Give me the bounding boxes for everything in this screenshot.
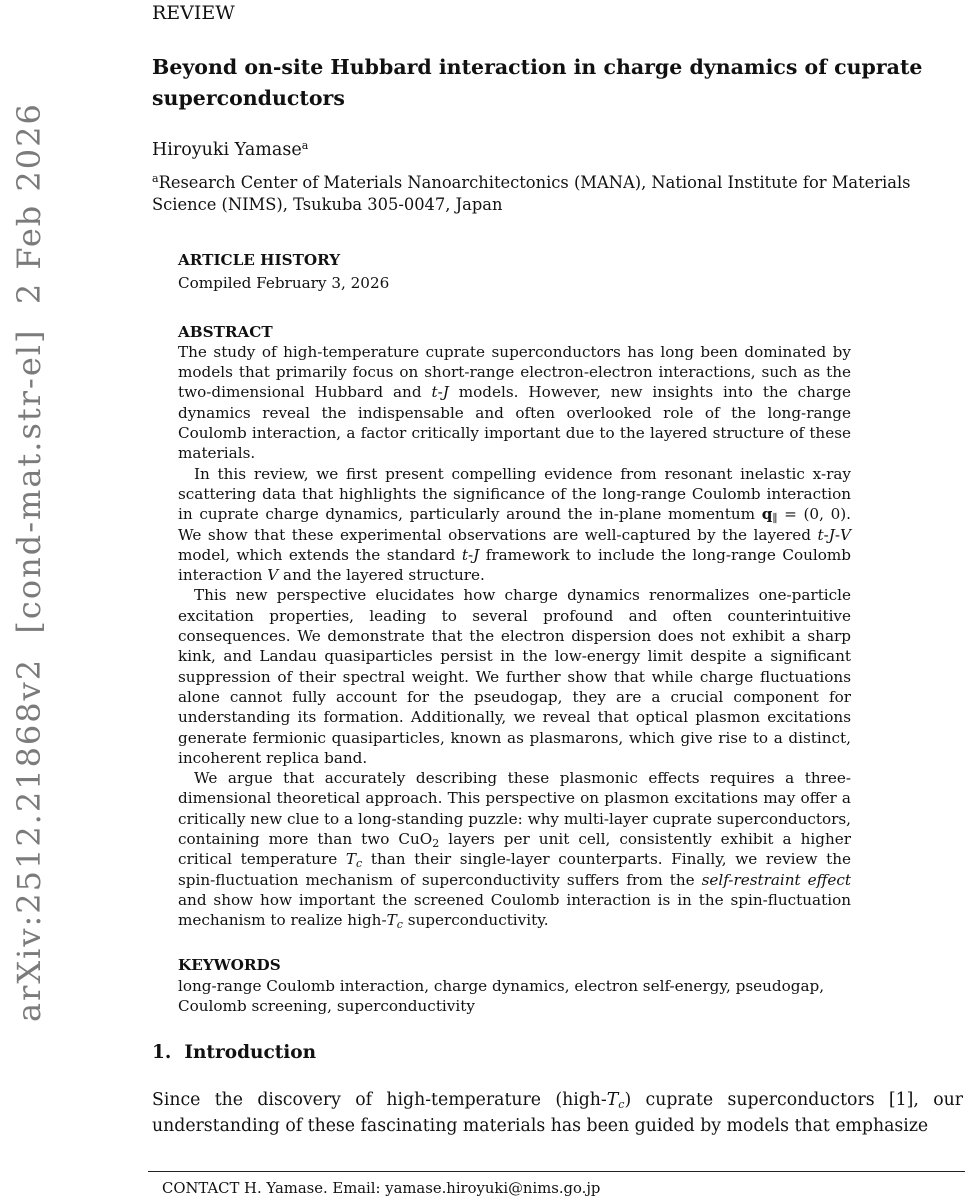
- section-title: Introduction: [184, 1042, 317, 1064]
- author-affiliation-mark: a: [301, 139, 309, 152]
- article-history-heading: ARTICLE HISTORY: [178, 251, 341, 269]
- paper-page: [152, 2, 963, 1139]
- abstract-block: [178, 250, 851, 1016]
- keywords-text: long-range Coulomb interaction, charge dynamics, electron self-energy, pseudogap, Coulomb screening, superconductivity: [178, 976, 825, 1016]
- introduction-paragraph: Since the discovery of high-temperature $(high-T_c)$ cuprate superconductors [1], our understanding of these fascinating materials has been guided by models that emphasize: [152, 1090, 963, 1137]
- author-line: [152, 140, 963, 160]
- contact-line: CONTACT H. Yamase. Email: yamase.hiroyuki@nims.go.jp: [162, 1180, 601, 1197]
- paper-title: Beyond on-site Hubbard interaction in charge dynamics of cuprate superconductors: [152, 55, 923, 110]
- abstract-heading: ABSTRACT: [178, 322, 273, 341]
- affiliation-mark: a: [152, 172, 159, 185]
- section-number: 1.: [152, 1042, 172, 1064]
- author-name: Hiroyuki Yamase: [152, 140, 302, 160]
- arxiv-watermark: arXiv:2512.21868v2 [cond-mat.str-el] 2 Feb 2026: [10, 102, 48, 1022]
- abstract-paragraph: We argue that accurately describing these plasmonic effects requires a three-dimensional theoretical approach. This perspective on plasmon excitations may offer a critically new clue to a long-standing puzzle: why multi-layer cuprate superconductors, containing more than two CuO$_2$ layers per unit cell, consistently exhibit a higher critical temperature $T_c$ than their single-layer counterparts. Finally, we review the spin-fluctuation mechanism of superconductivity suffers from the self-restraint effect and show how important the screened Coulomb interaction is in the spin-fluctuation mechanism to realize high-$T_c$ superconductivity.: [178, 769, 852, 932]
- footnote-area: [148, 1171, 965, 1197]
- abstract-paragraph: The study of high-temperature cuprate superconductors has long been dominated by models that primarily focus on short-range electron-electron interactions, such as the two-dimensional Hubbard and t-J models. However, new insights into the charge dynamics reveal the indispensable and often overlooked role of the long-range Coulomb interaction, a factor critically important due to the layered structure of these materials.: [178, 342, 851, 463]
- abstract-paragraph: In this review, we first present compelling evidence from resonant inelastic x-ray scattering data that highlights the significance of the long-range Coulomb interaction in cuprate charge dynamics, particularly around the in-plane momentum $q_\parallel = (0$, 0). We show that these experimental observations are well-captured by the layered t-J-V model, which extends the standard t-J framework to include the long-range Coulomb interaction V and the layered structure.: [178, 464, 852, 585]
- affiliation-text: Research Center of Materials Nanoarchitectonics (MANA), National Institute for Materials Science (NIMS), Tsukuba 305-0047, Japan: [152, 173, 911, 214]
- abstract-paragraph: This new perspective elucidates how charge dynamics renormalizes one-particle excitation properties, leading to several profound and often counterintuitive consequences. We demonstrate that the electron dispersion does not exhibit a sharp kink, and Landau quasiparticles persist in the low-energy limit despite a significant suppression of their spectral weight. We further show that while charge fluctuations alone cannot fully account for the pseudogap, they are a crucial component for understanding its formation. Additionally, we reveal that optical plasmon excitations generate fermionic quasiparticles, known as plasmarons, which give rise to a distinct, incoherent replica band.: [178, 586, 851, 767]
- article-history-date: Compiled February 3, 2026: [178, 274, 390, 293]
- review-kicker: REVIEW: [152, 2, 235, 24]
- affiliation-line: [152, 172, 963, 216]
- section-heading-introduction: [152, 1042, 963, 1063]
- keywords-heading: KEYWORDS: [178, 955, 281, 974]
